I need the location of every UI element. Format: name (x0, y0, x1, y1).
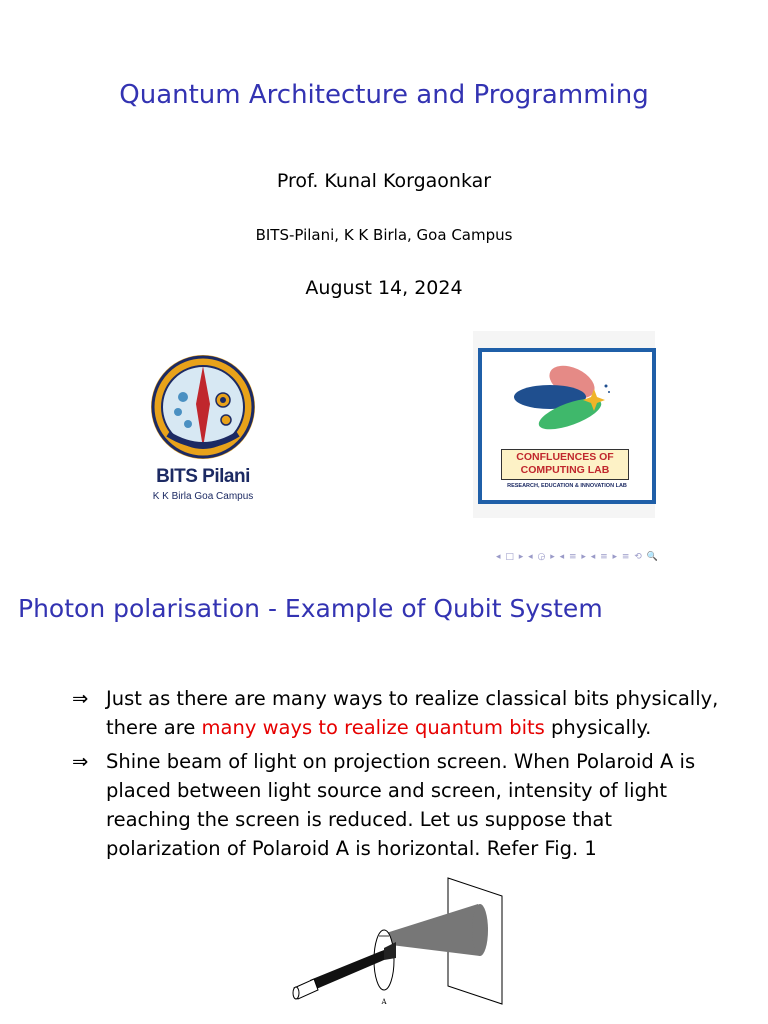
petals-icon (482, 352, 652, 448)
lab-subtitle: RESEARCH, EDUCATION & INNOVATION LAB (507, 483, 627, 489)
figure-label-a: A (381, 998, 387, 1006)
content-slide (0, 576, 768, 1024)
slide-title: Photon polarisation - Example of Qubit System (18, 594, 603, 623)
bits-emblem-icon (148, 352, 258, 464)
bullet1-highlight: many ways to realize quantum bits (201, 716, 545, 739)
implies-arrow-icon: ⇒ (72, 687, 89, 710)
bits-logo-name: BITS Pilani (156, 466, 250, 487)
lab-name-box (501, 449, 629, 480)
institution: BITS-Pilani, K K Birla, Goa Campus (255, 226, 513, 244)
presentation-title: Quantum Architecture and Programming (119, 80, 649, 110)
bullet-item-1 (72, 684, 732, 742)
lab-name-line2: COMPUTING LAB (520, 464, 610, 476)
author-name: Prof. Kunal Korgaonkar (276, 170, 492, 192)
bullet2-text: Shine beam of light on projection screen. When Polaroid A is placed between light source and screen, intensity of light reaching the screen is reduced. Let us suppose that polarization of Polaroid A is horizontal. Refer Fig. 1 (106, 750, 696, 860)
light-beam (310, 950, 384, 990)
beamer-navigation[interactable]: ◂ □ ▸ ◂ ◶ ▸ ◂ ≡ ▸ ◂ ≡ ▸ ≡ ⟲ 🔍 (496, 552, 659, 562)
polarization-figure (288, 876, 518, 1016)
lab-name-line1: CONFLUENCES OF (516, 451, 614, 463)
bullet-list (72, 684, 732, 868)
bits-pilani-logo (148, 352, 258, 504)
logo-frame (478, 348, 656, 504)
implies-arrow-icon: ⇒ (72, 750, 89, 773)
bits-logo-campus: K K Birla Goa Campus (152, 491, 254, 502)
bullet-item-2 (72, 747, 732, 863)
bullet1-text-end: physically. (544, 716, 652, 739)
confluences-lab-logo (473, 331, 655, 518)
bullet1-text-start: Just as there are many ways to realize classical bits physically, there are (106, 687, 719, 739)
presentation-date: August 14, 2024 (305, 277, 463, 299)
